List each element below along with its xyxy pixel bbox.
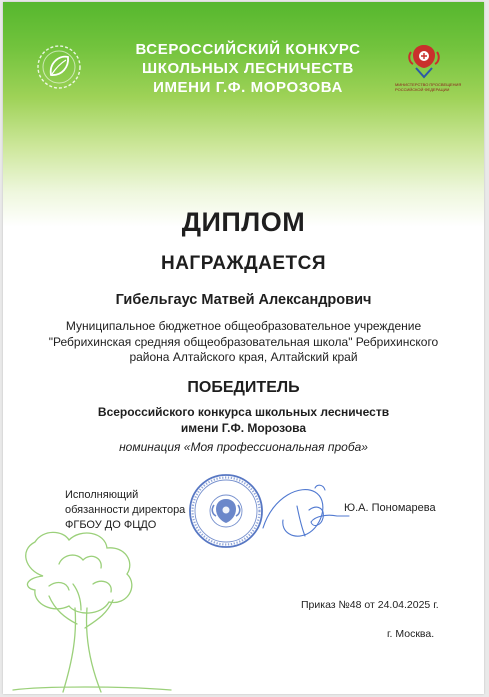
organization-line-2: "Ребрихинская средняя общеобразовательная школа" Ребрихинского: [48, 334, 439, 349]
organization-line-3: района Алтайского края, Алтайский край: [129, 350, 358, 364]
diploma-title: ДИПЛОМ: [181, 207, 306, 237]
contest-logo-icon: [35, 43, 83, 91]
ministry-logo: [395, 42, 465, 92]
header-title-line-2: ШКОЛЬНЫХ ЛЕСНИЧЕСТВ: [142, 60, 354, 77]
awarded-heading: НАГРАЖДАЕТСЯ: [160, 253, 327, 274]
diploma-sheet: [3, 2, 484, 694]
signer-position-line-1: Исполняющий: [65, 489, 139, 501]
signer-position-line-3: ФГБОУ ДО ФЦДО: [65, 519, 157, 531]
nomination-text: номинация «Моя профессиональная проба»: [119, 440, 368, 454]
contest-header-title: [107, 40, 389, 97]
tree-illustration: [3, 524, 173, 694]
signer-position-line-2: обязанности директора: [65, 504, 186, 516]
contest-name: [3, 404, 484, 436]
signer-name: Ю.А. Пономарева: [344, 502, 436, 514]
header-title-line-3: ИМЕНИ Г.Ф. МОРОЗОВА: [153, 79, 343, 96]
recipient-name: Гибельгаус Матвей Александрович: [115, 292, 372, 308]
organization-line-1: Муниципальное бюджетное общеобразовательное учреждение: [65, 319, 422, 333]
contest-name-line-1: Всероссийского конкурса школьных лесничеств: [97, 405, 390, 419]
ministry-name: [395, 82, 462, 92]
contest-name-line-2: имени Г.Ф. Морозова: [180, 421, 307, 435]
ministry-name-line-1: МИНИСТЕРСТВО ПРОСВЕЩЕНИЯ: [395, 82, 462, 87]
ministry-emblem-icon: [407, 42, 441, 80]
rank-title: ПОБЕДИТЕЛЬ: [187, 379, 300, 396]
header-title-line-1: ВСЕРОССИЙСКИЙ КОНКУРС: [135, 41, 361, 58]
order-reference: Приказ №48 от 24.04.2025 г.: [301, 599, 439, 611]
director-signature: [253, 476, 353, 548]
signer-position: [65, 488, 185, 533]
ministry-name-line-2: РОССИЙСКОЙ ФЕДЕРАЦИИ: [395, 87, 450, 92]
organization-text: [23, 319, 464, 366]
issue-city: г. Москва.: [387, 628, 435, 640]
